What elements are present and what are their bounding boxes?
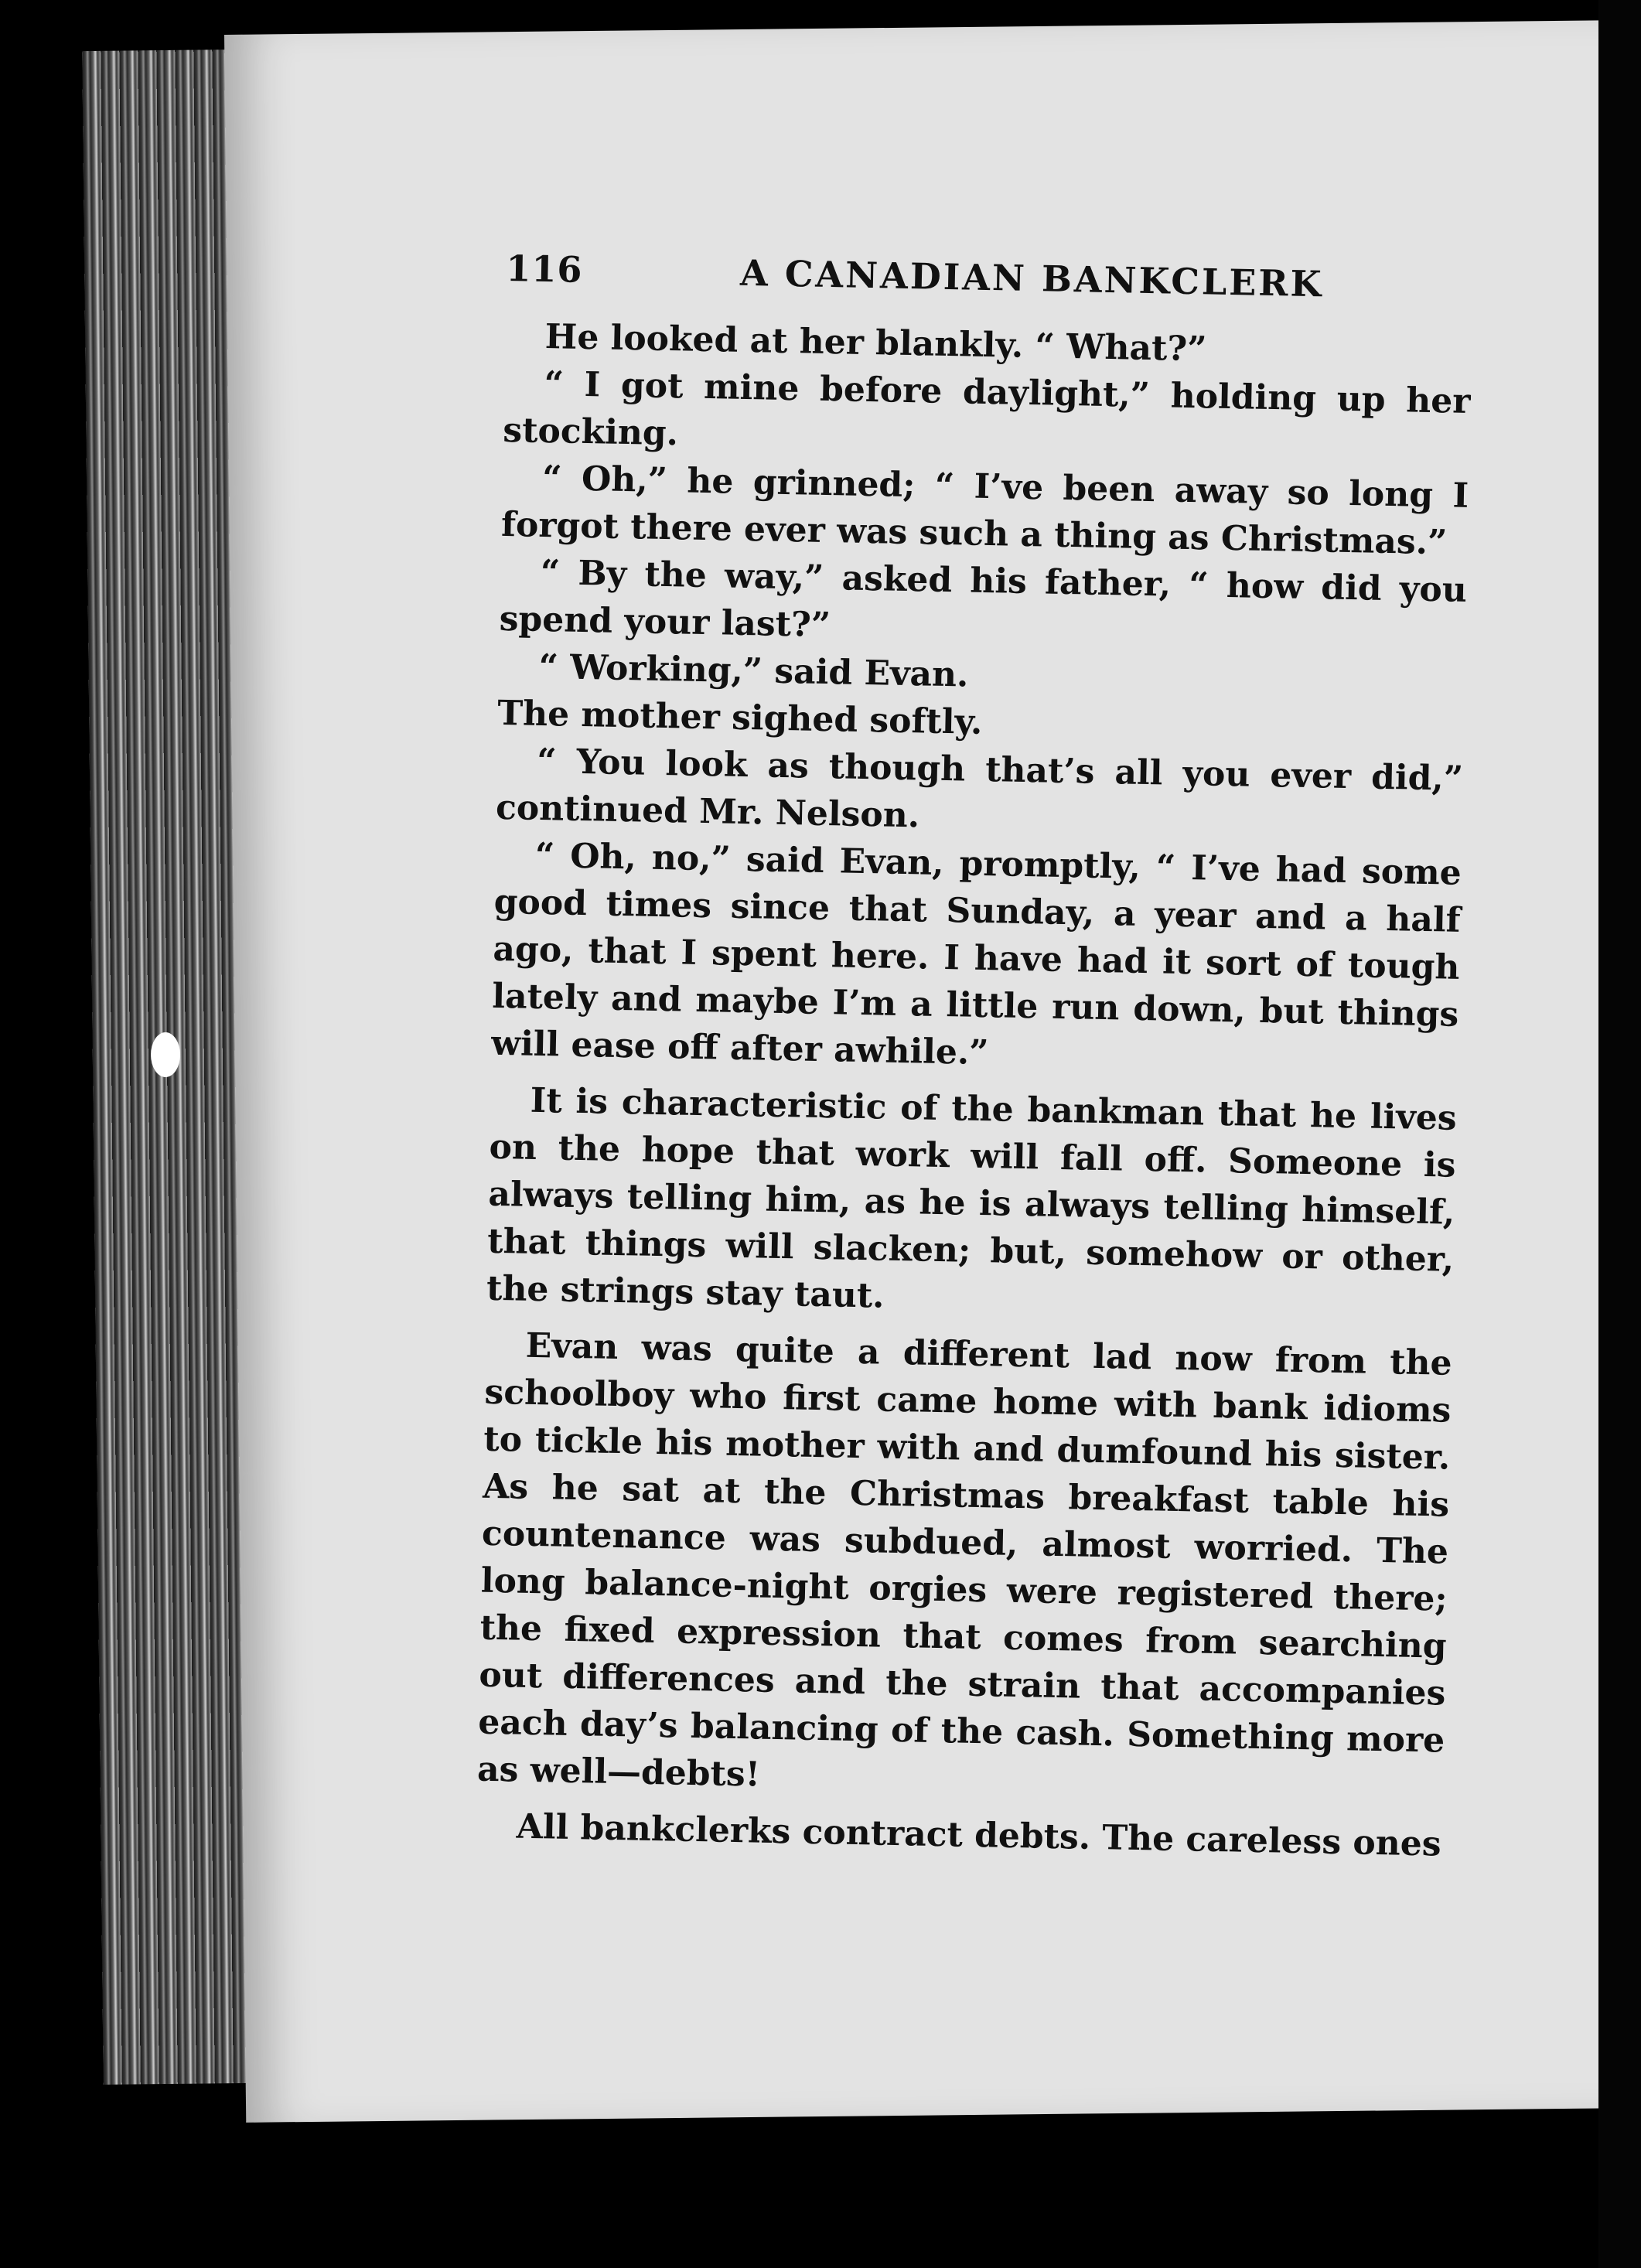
scan-border xyxy=(1598,0,1641,2268)
paragraph: “ You look as though that’s all you ever did,” continued Mr. Nelson. xyxy=(495,741,1464,836)
paper-blemish xyxy=(151,1032,180,1077)
paragraph: He looked at her blankly. “ What?” xyxy=(544,316,1207,370)
paragraph: Evan was quite a different lad now from the schoolboy who first came home with bank idioms to tickle his mother with and dumfound his sister. As he sat at the Christmas breakfast table his countenance was subdued, almost worried. The long balance-night orgies were registered there; the fixed expression that comes from searching out differences and the strain that accompanies each day’s balancing of the cash. Something more as well—debts! xyxy=(476,1325,1453,1795)
page-text xyxy=(476,247,1473,1868)
running-head: A CANADIAN BANKCLERK xyxy=(739,251,1325,305)
paragraph: “ By the way,” asked his father, “ how did you spend your last?” xyxy=(499,552,1468,646)
paragraph: “ Oh,” he grinned; “ I’ve been away so long I forgot there ever was such a thing as Christmas.” xyxy=(500,458,1469,563)
paragraph: All bankclerks contract debts. The careless ones xyxy=(516,1806,1442,1864)
page-number: 116 xyxy=(505,247,584,291)
paragraph: The mother sighed softly. xyxy=(496,693,983,742)
paragraph: “ Working,” said Evan. xyxy=(538,646,969,695)
paragraph: It is characteristic of the bankman that he lives on the hope that work will fall off. Someone is always telling him, as he is always telling himself, that things will slacken; but, somehow or other, the strings stay taut. xyxy=(486,1080,1458,1316)
paragraph: “ Oh, no,” said Evan, promptly, “ I’ve had some good times since that Sunday, a year and a half ago, that I spent here. I have had it sort of tough lately and maybe I’m a little run down, but things will ease off after awhile.” xyxy=(490,835,1462,1073)
paragraph: “ I got mine before daylight,” holding up her stocking. xyxy=(502,363,1471,454)
